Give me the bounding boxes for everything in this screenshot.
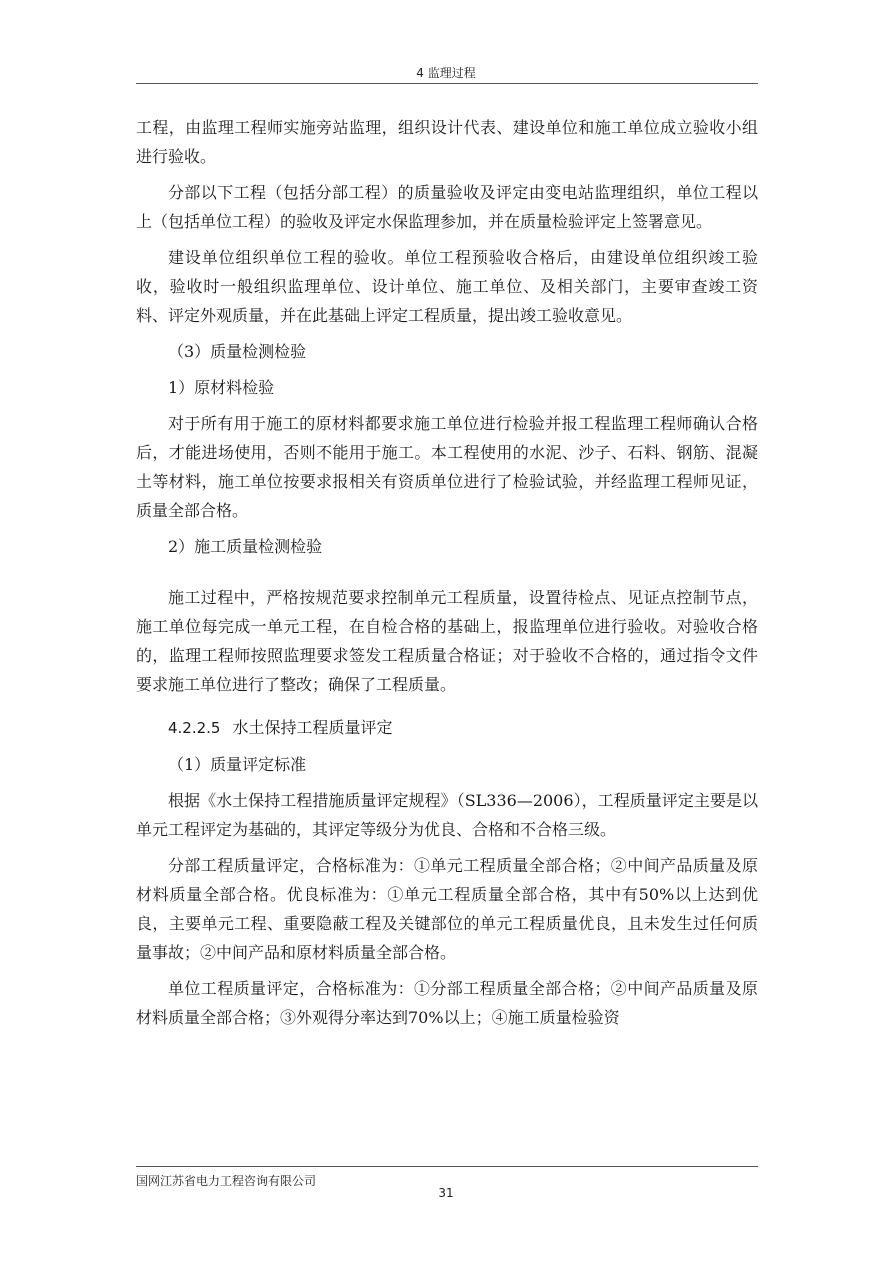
body-text bbox=[136, 113, 758, 1039]
footer-company: 国网江苏省电力工程咨询有限公司 bbox=[136, 1174, 317, 1188]
paragraph-evaluation-basis: 根据《水土保持工程措施质量评定规程》（SL336—2006），工程质量评定主要是以单元工程评定为基础的，其评定等级分为优良、合格和不合格三级。 bbox=[136, 791, 758, 839]
section-number: 4.2.2.5 bbox=[168, 719, 221, 737]
paragraph-raw-material: 对于所有用于施工的原材料都要求施工单位进行检验并报工程监理工程师确认合格后，才能进场使用，否则不能用于施工。本工程使用的水泥、沙子、石料、钢筋、混凝土等材料，施工单位按要求报相关有资质单位进行了检验试验，并经监理工程师见证，质量全部合格。 bbox=[136, 414, 758, 520]
subheading-construction-quality: 2）施工质量检测检验 bbox=[168, 537, 323, 556]
page-number: 31 bbox=[438, 1186, 454, 1200]
paragraph-1: 工程，由监理工程师实施旁站监理，组织设计代表、建设单位和施工单位成立验收小组进行验收。 bbox=[136, 118, 758, 166]
paragraph-unit-evaluation: 单位工程质量评定，合格标准为：①分部工程质量全部合格；②中间产品质量及原材料质量全部合格；③外观得分率达到70%以上；④施工质量检验资 bbox=[136, 979, 758, 1027]
subheading-raw-material: 1）原材料检验 bbox=[168, 378, 275, 397]
header-rule bbox=[136, 83, 758, 84]
footer-rule bbox=[136, 1166, 758, 1167]
paragraph-divisional-evaluation: 分部工程质量评定，合格标准为：①单元工程质量全部合格；②中间产品质量及原材料质量全部合格。优良标准为：①单元工程质量全部合格，其中有50%以上达到优良，主要单元工程、重要隐蔽工程及关键部位的单元工程质量优良，且未发生过任何质量事故；②中间产品和原材料质量全部合格。 bbox=[136, 856, 758, 962]
section-heading bbox=[136, 713, 758, 743]
paragraph-2: 分部以下工程（包括分部工程）的质量验收及评定由变电站监理组织，单位工程以上（包括单位工程）的验收及评定水保监理参加，并在质量检验评定上签署意见。 bbox=[136, 183, 758, 231]
paragraph-3: 建设单位组织单位工程的验收。单位工程预验收合格后，由建设单位组织竣工验收，验收时一般组织监理单位、设计单位、施工单位、及相关部门，主要审查竣工资料、评定外观质量，并在此基础上评定工程质量，提出竣工验收意见。 bbox=[136, 248, 758, 325]
running-header: 4 监理过程 bbox=[416, 66, 476, 80]
section-title: 水土保持工程质量评定 bbox=[232, 718, 393, 737]
subheading-quality-testing: （3）质量检测检验 bbox=[168, 342, 307, 361]
paragraph-construction-quality: 施工过程中，严格按规范要求控制单元工程质量，设置待检点、见证点控制节点，施工单位每完成一单元工程，在自检合格的基础上，报监理单位进行验收。对验收合格的，监理工程师按照监理要求签发工程质量合格证；对于验收不合格的，通过指令文件要求施工单位进行了整改；确保了工程质量。 bbox=[136, 588, 758, 694]
subheading-evaluation-standard: （1）质量评定标准 bbox=[168, 755, 307, 774]
